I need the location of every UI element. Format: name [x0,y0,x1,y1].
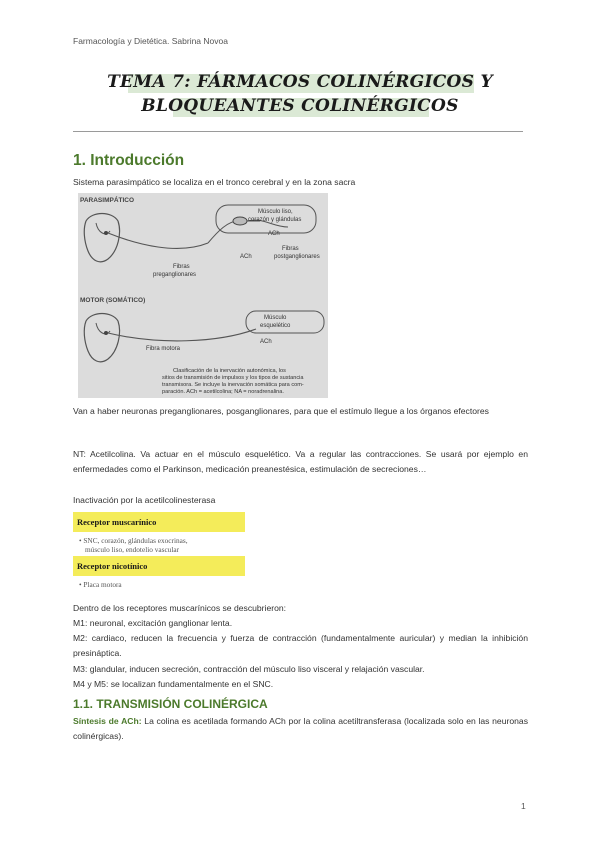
label-ach-1: ACh [268,231,280,237]
diagram-svg [78,193,328,398]
label-fibras-post-b: postganglionares [274,254,320,260]
document-title-line-2: BLOQUEANTES COLINÉRGICOS [141,96,459,116]
muscarinic-receptor-item-1: • SNC, corazón, glándulas exocrinas, [79,536,188,545]
section-heading-introduccion: 1. Introducción [73,152,185,169]
intro-paragraph: Sistema parasimpático se localiza en el tronco cerebral y en la zona sacra [73,177,356,187]
label-target-1a: Músculo liso, [258,209,293,215]
receptors-intro: Dentro de los receptores muscarínicos se descubrieron: [73,603,287,613]
receptor-m4-m5: M4 y M5: se localizan fundamentalmente en el SNC. [73,679,274,689]
receptor-types-figure [73,512,245,592]
caption-line-3: transmisora. Se incluye la inervación somática para com- [162,382,304,388]
nicotinic-receptor-title: Receptor nicotínico [77,561,148,571]
label-fibras-pre-a: Fibras [173,264,190,270]
caption-line-2: sitios de transmisión de impulsos y los tipos de sustancia [162,375,304,381]
caption-line-4: paración. ACh = acetilcolina; NA = noradrenalina. [162,389,284,395]
muscarinic-receptor-item-2: músculo liso, endotelio vascular [85,545,180,554]
label-musculo-b: esquelético [260,323,291,329]
label-fibra-motora: Fibra motora [146,346,181,352]
label-fibras-post-a: Fibras [282,246,299,252]
label-parasimpatico: PARASIMPÁTICO [80,197,135,204]
label-musculo-a: Músculo [264,315,287,321]
muscarinic-receptor-title: Receptor muscarínico [77,517,157,527]
paragraph-nt-acetilcolina: NT: Acetilcolina. Va actuar en el músculo esquelético. Va a regular las contracciones. Se usará por ejemplo en enfermedades como el Parkinson, medicación preanestésica, estimulación de secreciones… [73,449,528,474]
label-target-1b: corazón y glándulas [248,217,302,223]
ganglion [233,217,247,225]
title-divider [73,131,523,132]
paragraph-sintesis [73,714,528,744]
label-motor: MOTOR (SOMÁTICO) [80,297,146,304]
section-heading-transmision: 1.1. TRANSMISIÓN COLINÉRGICA [73,697,268,711]
receptor-m2: M2: cardiaco, reducen la frecuencia y fuerza de contracción (fundamentalmente auricular) y median la inhibición presináptica. [73,633,528,658]
neuron-body-2 [104,331,108,335]
receptor-m1: M1: neuronal, excitación ganglionar lenta. [73,618,233,628]
sintesis-text: La colina es acetilada formando ACh por la colina acetiltransferasa (localizada solo en las neuronas colinérgicas). [73,716,528,741]
page-number: 1 [521,801,526,811]
neuron-body-1 [104,231,108,235]
nicotinic-receptor-item: • Placa motora [79,580,122,589]
label-fibras-pre-b: preganglionares [153,272,197,278]
sintesis-label: Síntesis de ACh: [73,716,142,726]
page-header: Farmacología y Dietética. Sabrina Novoa [73,36,228,46]
paragraph-neuronas: Van a haber neuronas preganglionares, posganglionares, para que el estímulo llegue a los órganos efectores [73,406,489,416]
nervous-system-diagram [78,193,328,398]
label-ach-3: ACh [260,339,272,345]
receptor-m3: M3: glandular, inducen secreción, contracción del músculo liso visceral y relajación vascular. [73,664,425,674]
label-ach-2: ACh [240,254,252,260]
paragraph-inactivacion: Inactivación por la acetilcolinesterasa [73,495,216,505]
caption-line-1: Clasificación de la inervación autonómica, los [173,368,286,374]
document-title-line-1: TEMA 7: FÁRMACOS COLINÉRGICOS Y [107,72,493,92]
